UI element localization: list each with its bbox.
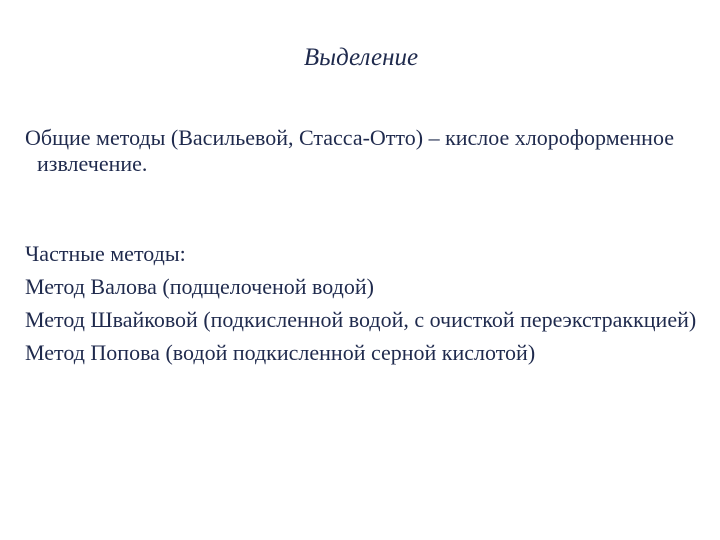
general-methods-text: Общие методы (Васильевой, Стасса-Отто) – кислое хлороформенное извлечение.	[25, 125, 674, 176]
method-valov: Метод Валова (подщелоченой водой)	[25, 274, 374, 299]
method-shvaikova: Метод Швайковой (подкисленной водой, с очисткой переэкстраккцией)	[25, 307, 697, 332]
slide-title	[0, 42, 720, 74]
method-popov: Метод Попова (водой подкисленной серной кислотой)	[25, 340, 536, 365]
particular-methods-heading: Частные методы:	[25, 241, 186, 266]
slide-title-text: Выделение	[303, 44, 419, 71]
spacer	[25, 177, 705, 241]
slide-body	[25, 125, 705, 373]
